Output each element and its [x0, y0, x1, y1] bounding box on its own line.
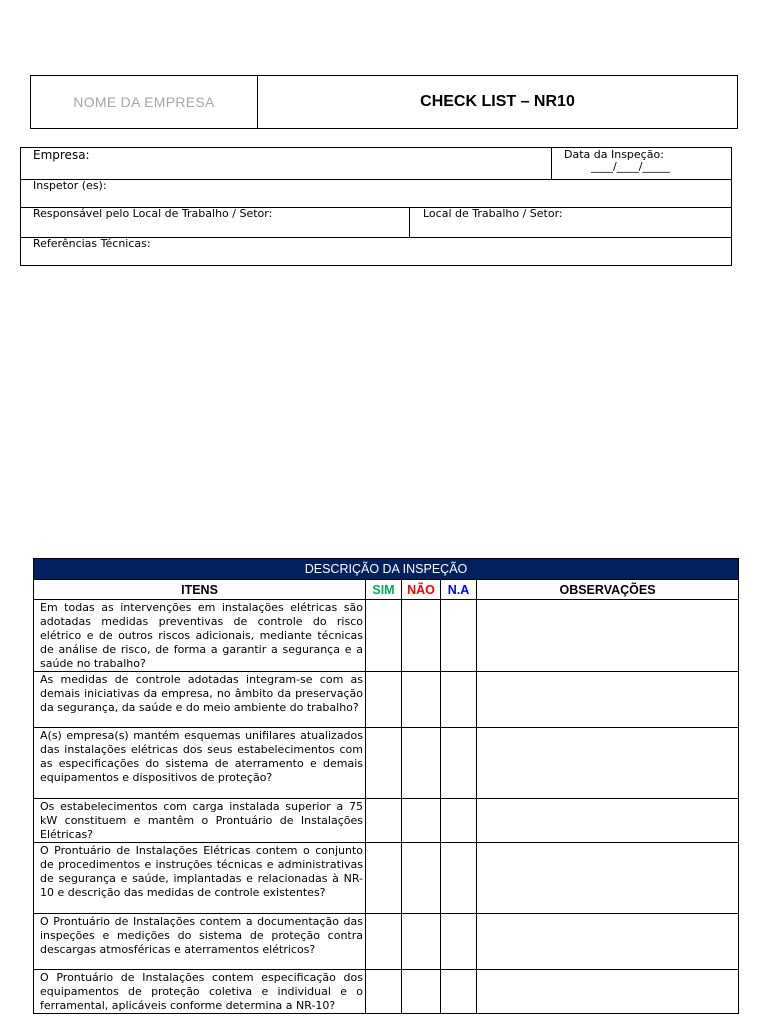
- data-inspecao-field[interactable]: ____/____/_____: [591, 160, 670, 173]
- table-row: [34, 914, 739, 970]
- observacoes-cell[interactable]: [477, 970, 739, 1014]
- header-box: [30, 75, 738, 129]
- col-observacoes: OBSERVAÇÕES: [477, 580, 739, 600]
- company-name-placeholder: NOME DA EMPRESA: [31, 76, 258, 128]
- observacoes-cell[interactable]: [477, 600, 739, 672]
- sim-cell[interactable]: [366, 970, 402, 1014]
- nao-cell[interactable]: [402, 728, 441, 799]
- nao-cell[interactable]: [402, 843, 441, 914]
- item-text: O Prontuário de Instalações Elétricas contem o conjunto de procedimentos e instruções técnicas e administrativas de segurança e saúde, implantadas e relacionadas à NR-10 e descrição das medidas de controle existentes?: [40, 844, 363, 899]
- item-text: O Prontuário de Instalações contem a documentação das inspeções e medições do sistema de proteção contra descargas atmosféricas e aterramentos elétricos?: [40, 915, 363, 956]
- referencias-field[interactable]: Referências Técnicas:: [33, 237, 151, 250]
- info-row-responsavel: [21, 207, 731, 238]
- page-title: CHECK LIST – NR10: [420, 93, 575, 110]
- sim-cell[interactable]: [366, 672, 402, 728]
- table-row: [34, 970, 739, 1014]
- observacoes-cell[interactable]: [477, 728, 739, 799]
- nao-cell[interactable]: [402, 799, 441, 843]
- responsavel-field[interactable]: Responsável pelo Local de Trabalho / Setor:: [33, 207, 273, 220]
- table-row: [34, 728, 739, 799]
- na-cell[interactable]: [441, 970, 477, 1014]
- inspection-info-form: [20, 147, 732, 266]
- col-sim: SIM: [366, 580, 402, 600]
- col-na: N.A: [441, 580, 477, 600]
- observacoes-cell[interactable]: [477, 672, 739, 728]
- na-cell[interactable]: [441, 728, 477, 799]
- sim-cell[interactable]: [366, 728, 402, 799]
- nao-cell[interactable]: [402, 914, 441, 970]
- info-row-inspetor: [21, 179, 731, 208]
- inspetor-field[interactable]: Inspetor (es):: [33, 179, 107, 192]
- sim-cell[interactable]: [366, 600, 402, 672]
- observacoes-cell[interactable]: [477, 843, 739, 914]
- na-cell[interactable]: [441, 600, 477, 672]
- col-itens: ITENS: [34, 580, 366, 600]
- sim-cell[interactable]: [366, 799, 402, 843]
- item-text: A(s) empresa(s) mantém esquemas unifilares atualizados das instalações elétricas dos seus estabelecimentos com as especificações do sistema de aterramento e demais equipamentos e dispositivos de proteção?: [40, 729, 363, 784]
- table-row: [34, 843, 739, 914]
- data-inspecao-label: Data da Inspeção:: [564, 148, 664, 161]
- observacoes-cell[interactable]: [477, 914, 739, 970]
- col-nao: NÃO: [402, 580, 441, 600]
- sim-cell[interactable]: [366, 914, 402, 970]
- na-cell[interactable]: [441, 672, 477, 728]
- nao-cell[interactable]: [402, 600, 441, 672]
- item-text: O Prontuário de Instalações contem especificação dos equipamentos de proteção coletiva e individual e o ferramental, aplicáveis conforme determina a NR-10?: [40, 971, 363, 1012]
- table-title: DESCRIÇÃO DA INSPEÇÃO: [34, 559, 739, 580]
- item-text: As medidas de controle adotadas integram-se com as demais iniciativas da empresa, no âmbito da preservação da segurança, da saúde e do meio ambiente do trabalho?: [40, 673, 363, 714]
- inspection-table: [33, 558, 739, 1014]
- empresa-field[interactable]: Empresa:: [33, 148, 90, 162]
- info-row-empresa: [21, 148, 731, 180]
- observacoes-cell[interactable]: [477, 799, 739, 843]
- na-cell[interactable]: [441, 914, 477, 970]
- item-text: Em todas as intervenções em instalações elétricas são adotadas medidas preventivas de controle do risco elétrico e de outros riscos adicionais, mediante técnicas de análise de risco, de forma a garantir a segurança e a saúde no trabalho?: [40, 601, 363, 670]
- sim-cell[interactable]: [366, 843, 402, 914]
- na-cell[interactable]: [441, 843, 477, 914]
- local-trabalho-field[interactable]: Local de Trabalho / Setor:: [423, 207, 563, 220]
- info-row-referencias: [21, 237, 731, 266]
- table-row: [34, 600, 739, 672]
- nao-cell[interactable]: [402, 970, 441, 1014]
- table-row: [34, 799, 739, 843]
- nao-cell[interactable]: [402, 672, 441, 728]
- na-cell[interactable]: [441, 799, 477, 843]
- table-row: [34, 672, 739, 728]
- item-text: Os estabelecimentos com carga instalada superior a 75 kW constituem e mantêm o Prontuário de Instalações Elétricas?: [40, 800, 363, 841]
